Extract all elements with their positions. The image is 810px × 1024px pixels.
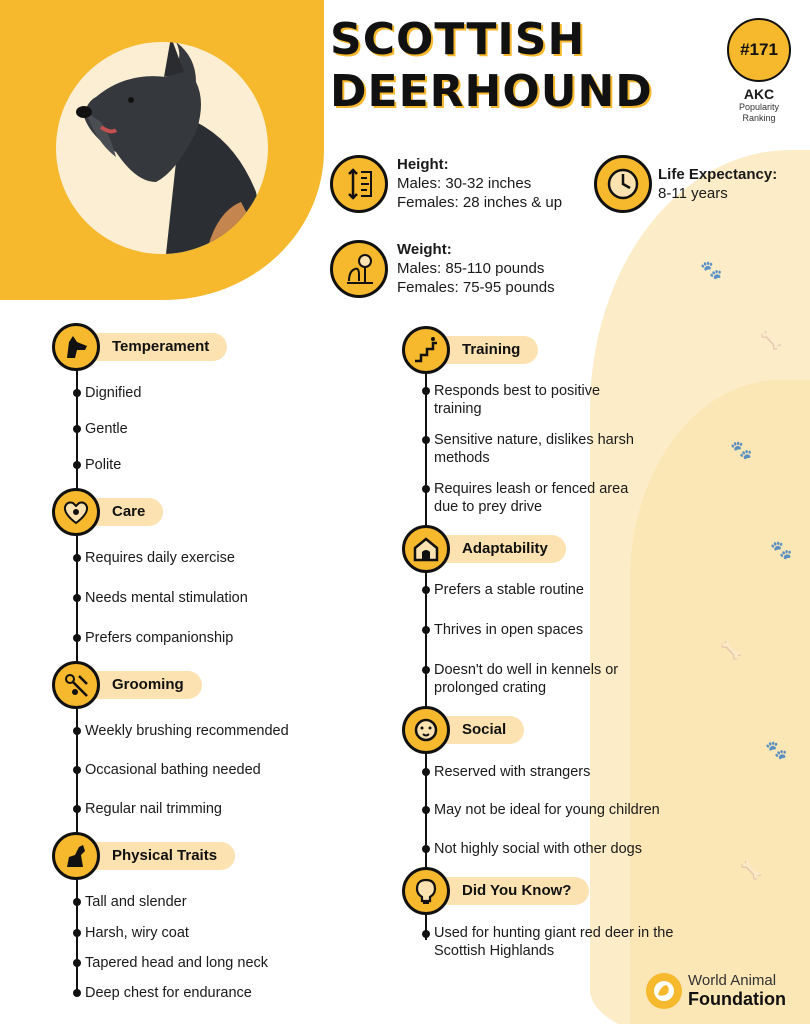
bullet-dot	[73, 959, 81, 967]
heart-paw-icon	[52, 488, 100, 536]
height-females: Females: 28 inches & up	[397, 194, 563, 211]
weight-label: Weight:	[397, 241, 452, 258]
bullet-dot	[73, 461, 81, 469]
height-stat	[397, 155, 562, 212]
weight-stat	[397, 240, 555, 297]
training-stairs-icon	[402, 326, 450, 374]
weight-males: Males: 85-110 pounds	[397, 260, 545, 277]
world-animal-foundation-logo	[646, 972, 786, 1009]
ranking-label: Popularity Ranking	[738, 102, 780, 123]
list-item: Prefers companionship	[85, 630, 234, 646]
section-title-did-you-know: Did You Know?	[434, 877, 589, 905]
dog-head-icon	[52, 323, 100, 371]
list-item: Polite	[85, 457, 122, 473]
bullet-dot	[73, 766, 81, 774]
list-item: Weekly brushing recommended	[85, 723, 289, 739]
clock-icon	[594, 155, 652, 213]
list-item: Tapered head and long neck	[85, 955, 269, 971]
ranking-badge	[727, 18, 791, 82]
list-item: Harsh, wiry coat	[85, 925, 189, 941]
bullet-dot	[73, 554, 81, 562]
bullet-dot	[73, 989, 81, 997]
list-item: Tall and slender	[85, 894, 187, 910]
bullet-dot	[73, 929, 81, 937]
bone-pattern-icon: 🦴	[760, 330, 783, 350]
section-title-physical-traits: Physical Traits	[84, 842, 235, 870]
paw-pattern-icon: 🐾	[770, 540, 793, 560]
height-label: Height:	[397, 156, 449, 173]
ranking-number: #171	[740, 40, 778, 59]
bullet-dot	[422, 586, 430, 594]
dog-face-icon	[402, 706, 450, 754]
life-value: 8-11 years	[658, 185, 728, 202]
paw-pattern-icon: 🐾	[700, 260, 723, 280]
dog-portrait	[56, 42, 268, 254]
height-ruler-icon	[330, 155, 388, 213]
bone-pattern-icon: 🦴	[720, 640, 743, 660]
bullet-dot	[422, 930, 430, 938]
section-title-care: Care	[84, 498, 163, 526]
bullet-dot	[422, 666, 430, 674]
bullet-dot	[422, 845, 430, 853]
dog-silhouette-icon	[52, 832, 100, 880]
list-item: Prefers a stable routine	[434, 582, 584, 598]
section-title-adaptability: Adaptability	[434, 535, 566, 563]
bullet-dot	[422, 485, 430, 493]
bullet-dot	[73, 634, 81, 642]
life-expectancy-stat	[658, 165, 777, 203]
height-males: Males: 30-32 inches	[397, 175, 532, 192]
bone-pattern-icon: 🦴	[740, 860, 763, 880]
footer-line-1: World Animal	[688, 972, 777, 989]
list-item: Doesn't do well in kennels or prolonged crating	[434, 662, 619, 696]
bullet-dot	[73, 727, 81, 735]
bullet-dot	[73, 425, 81, 433]
title-line-1: SCOTTISH	[330, 14, 586, 65]
bullet-dot	[73, 898, 81, 906]
page-title	[330, 14, 653, 118]
lightbulb-icon	[402, 867, 450, 915]
grooming-tools-icon	[52, 661, 100, 709]
footer-line-2: Foundation	[688, 989, 786, 1009]
list-item: May not be ideal for young children	[434, 802, 660, 818]
bullet-dot	[422, 768, 430, 776]
weight-scale-icon	[330, 240, 388, 298]
ranking-org: AKC	[743, 86, 775, 102]
life-label: Life Expectancy:	[658, 166, 778, 183]
section-title-grooming: Grooming	[84, 671, 202, 699]
bullet-dot	[422, 626, 430, 634]
list-item: Requires leash or fenced area due to prey drive	[434, 481, 629, 515]
list-item: Responds best to positive training	[434, 383, 601, 417]
list-item: Thrives in open spaces	[434, 622, 584, 638]
dog-house-icon	[402, 525, 450, 573]
list-item: Gentle	[85, 421, 128, 437]
list-item: Reserved with strangers	[434, 764, 591, 780]
foundation-logo-icon	[646, 973, 682, 1009]
bullet-dot	[73, 389, 81, 397]
list-item: Requires daily exercise	[85, 550, 235, 566]
bullet-dot	[422, 806, 430, 814]
bullet-dot	[73, 805, 81, 813]
section-title-training: Training	[434, 336, 538, 364]
title-line-2: DEERHOUND	[330, 66, 653, 117]
section-title-social: Social	[434, 716, 524, 744]
bullet-dot	[422, 387, 430, 395]
list-item: Used for hunting giant red deer in the Scottish Highlands	[434, 925, 674, 959]
list-item: Not highly social with other dogs	[434, 841, 642, 857]
list-item: Occasional bathing needed	[85, 762, 261, 778]
list-item: Dignified	[85, 385, 142, 401]
deerhound-illustration-icon	[56, 42, 268, 254]
section-title-temperament: Temperament	[84, 333, 227, 361]
paw-pattern-icon: 🐾	[765, 740, 788, 760]
list-item: Deep chest for endurance	[85, 985, 252, 1001]
paw-pattern-icon: 🐾	[730, 440, 753, 460]
weight-females: Females: 75-95 pounds	[397, 279, 555, 296]
bullet-dot	[422, 436, 430, 444]
list-item: Regular nail trimming	[85, 801, 222, 817]
list-item: Needs mental stimulation	[85, 590, 248, 606]
bullet-dot	[73, 594, 81, 602]
list-item: Sensitive nature, dislikes harsh methods	[434, 432, 634, 466]
